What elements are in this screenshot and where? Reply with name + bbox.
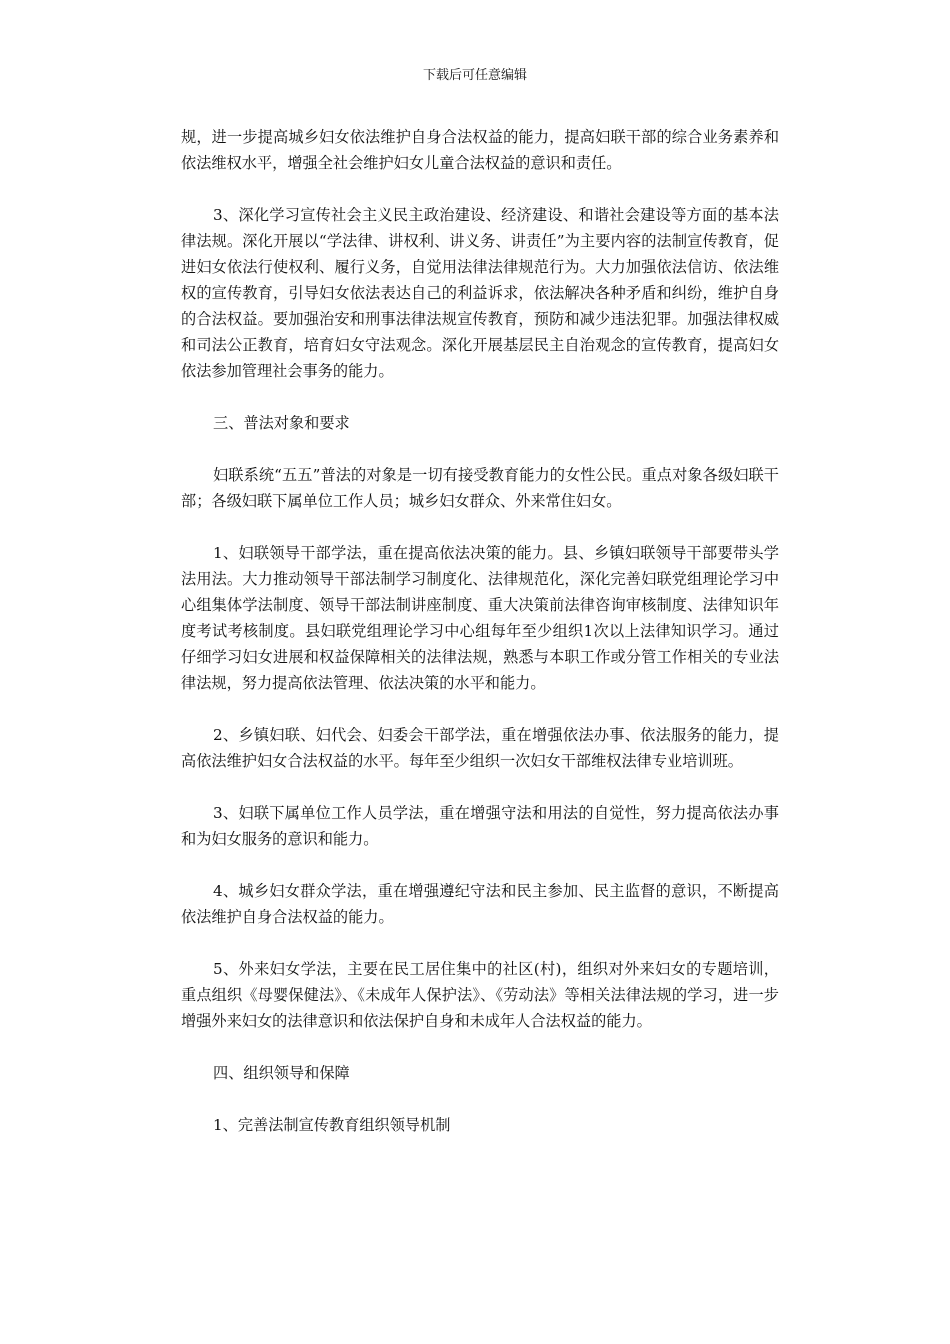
section-heading-3: 三、普法对象和要求 xyxy=(213,414,350,432)
paragraph-staff: 3、妇联下属单位工作人员学法，重在增强守法和用法的自觉性，努力提高依法办事和为妇女服务的意识和能力。 xyxy=(181,804,779,848)
paragraph-continuation: 规，进一步提高城乡妇女依法维护自身合法权益的能力，提高妇联干部的综合业务素养和依法维权水平，增强全社会维护妇女儿童合法权益的意识和责任。 xyxy=(181,128,779,172)
paragraph-women-masses: 4、城乡妇女群众学法，重在增强遵纪守法和民主参加、民主监督的意识，不断提高依法维护自身合法权益的能力。 xyxy=(181,882,779,926)
page-header: 下载后可任意编辑 xyxy=(422,68,527,83)
paragraph-sub-heading: 1、完善法制宣传教育组织领导机制 xyxy=(213,1116,451,1134)
paragraph-item-3: 3、深化学习宣传社会主义民主政治建设、经济建设、和谐社会建设等方面的基本法律法规。深化开展以“学法律、讲权利、讲义务、讲责任”为主要内容的法制宣传教育，促进妇女依法行使权利、履行义务，自觉用法律法律规范行为。大力加强依法信访、依法维权的宣传教育，引导妇女依法表达自己的利益诉求，依法解决各种矛盾和纠纷，维护自身的合法权益。要加强治安和刑事法律法规宣传教育，预防和减少违法犯罪。加强法律权威和司法公正教育，培育妇女守法观念。深化开展基层民主自治观念的宣传教育，提高妇女依法参加管理社会事务的能力。 xyxy=(181,206,779,380)
paragraph-leaders: 1、妇联领导干部学法，重在提高依法决策的能力。县、乡镇妇联领导干部要带头学法用法。大力推动领导干部法制学习制度化、法律规范化，深化完善妇联党组理论学习中心组集体学法制度、领导干部法制讲座制度、重大决策前法律咨询审核制度、法律知识年度考试考核制度。县妇联党组理论学习中心组每年至少组织1次以上法律知识学习。通过仔细学习妇女进展和权益保障相关的法律法规，熟悉与本职工作或分管工作相关的专业法律法规，努力提高依法管理、依法决策的水平和能力。 xyxy=(181,544,779,692)
document-body xyxy=(181,124,779,1164)
paragraph-migrant-women: 5、外来妇女学法，主要在民工居住集中的社区(村)，组织对外来妇女的专题培训，重点组织《母婴保健法》、《未成年人保护法》、《劳动法》等相关法律法规的学习，进一步增强外来妇女的法律意识和依法保护自身和未成年人合法权益的能力。 xyxy=(181,960,779,1030)
paragraph-targets: 妇联系统“五五”普法的对象是一切有接受教育能力的女性公民。重点对象各级妇联干部；各级妇联下属单位工作人员；城乡妇女群众、外来常住妇女。 xyxy=(181,466,779,510)
paragraph-town-cadres: 2、乡镇妇联、妇代会、妇委会干部学法，重在增强依法办事、依法服务的能力，提高依法维护妇女合法权益的水平。每年至少组织一次妇女干部维权法律专业培训班。 xyxy=(181,726,779,770)
section-heading-4: 四、组织领导和保障 xyxy=(213,1064,350,1082)
